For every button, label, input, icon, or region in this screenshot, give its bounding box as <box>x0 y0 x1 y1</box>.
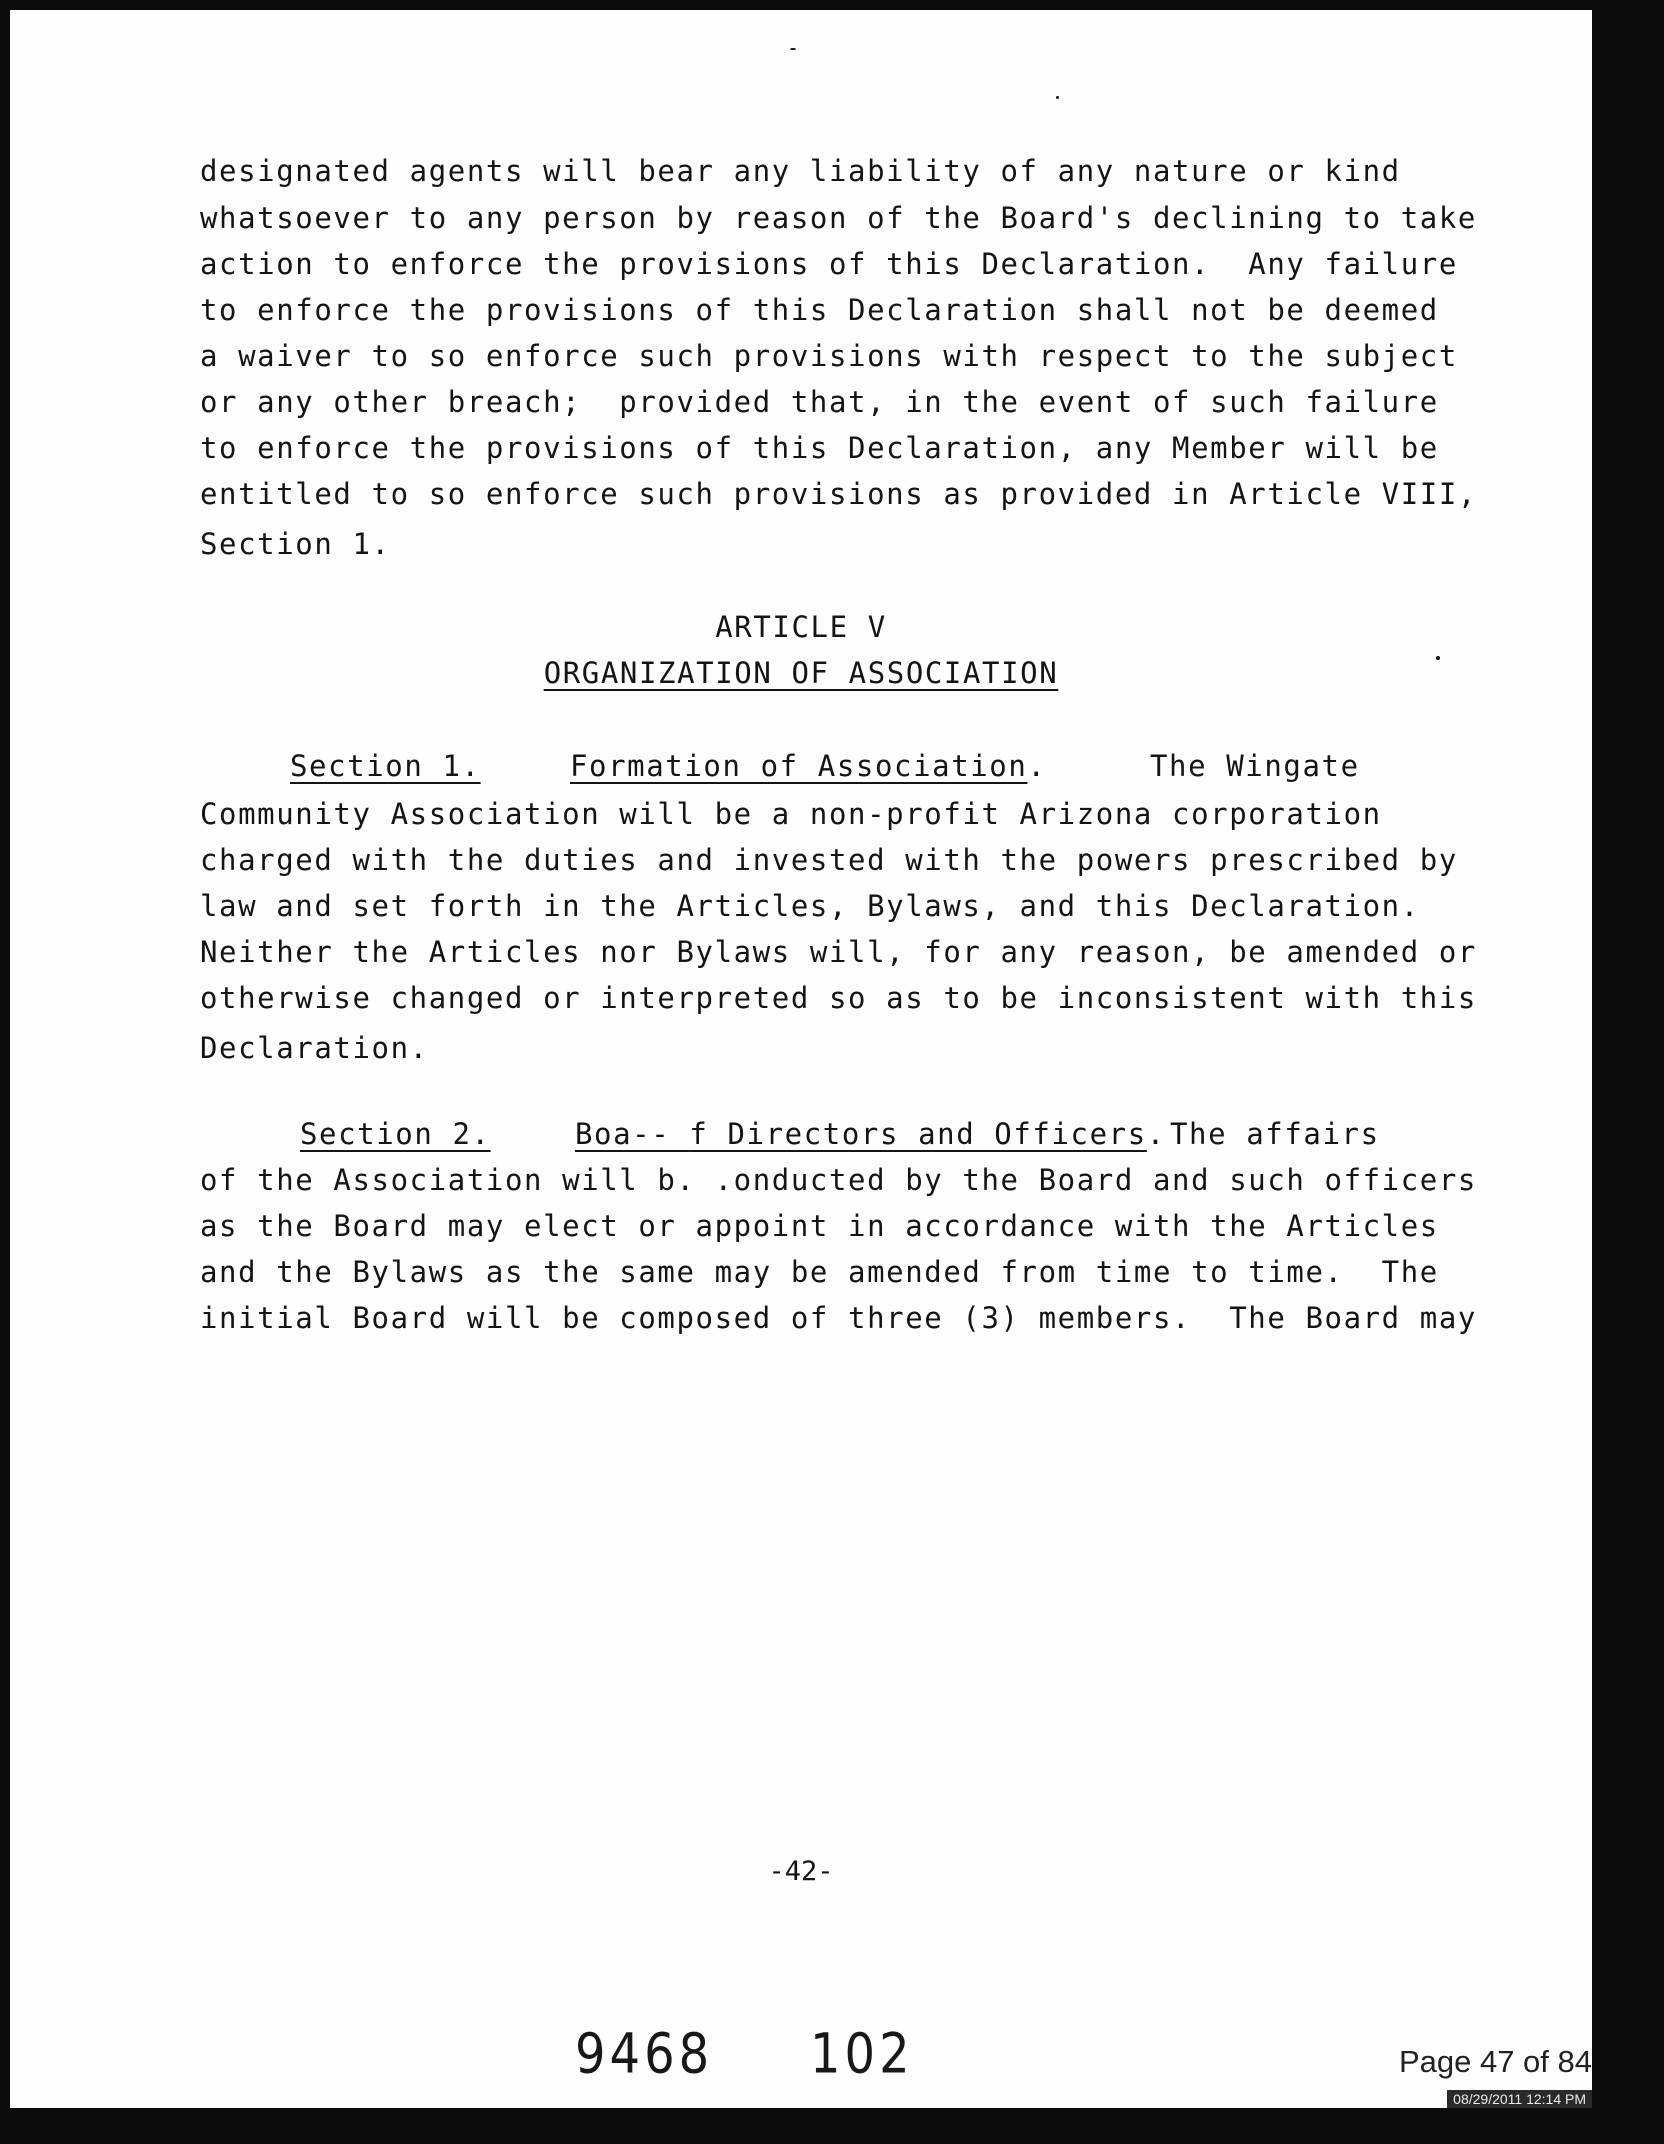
text-line: to enforce the provisions of this Declaration shall not be deemed <box>200 293 1439 327</box>
section-1-lead: The Wingate <box>1150 749 1360 783</box>
scan-speck <box>1436 656 1440 660</box>
text-line: of the Association will b. .onducted by the Board and such officers <box>200 1163 1477 1197</box>
page-of-label: Page 47 of 84 <box>1398 2044 1592 2079</box>
text-line: otherwise changed or interpreted so as to be inconsistent with this <box>200 981 1477 1015</box>
text-line: initial Board will be composed of three (3) members. The Board may <box>200 1301 1477 1335</box>
text-line: Neither the Articles nor Bylaws will, for any reason, be amended or <box>200 935 1477 969</box>
scan-edge <box>1592 0 1664 2144</box>
book-stamp-right: 102 <box>810 2021 914 2087</box>
section-2-heading: Boa-- f Directors and Officers. <box>575 1117 1166 1151</box>
section-heading-start: Boa-- <box>575 1117 690 1151</box>
book-stamp-left: 9468 <box>575 2021 714 2087</box>
text-line: Section 1. <box>200 527 391 561</box>
section-2-lead: The affairs <box>1170 1117 1380 1151</box>
text-line: Community Association will be a non-profit Arizona corporation <box>200 797 1382 831</box>
scan-speck <box>1056 96 1059 99</box>
text-line: whatsoever to any person by reason of the Board's declining to take <box>200 201 1477 235</box>
text-line: law and set forth in the Articles, Bylaws, and this Declaration. <box>200 889 1420 923</box>
section-label: Section 1. <box>290 749 481 783</box>
text-line: charged with the duties and invested with the powers prescribed by <box>200 843 1458 877</box>
text-line: action to enforce the provisions of this Declaration. Any failure <box>200 247 1458 281</box>
section-heading: f Directors and Officers <box>689 1117 1147 1151</box>
page-number: -42- <box>768 1856 834 1887</box>
section-heading: Formation of Association <box>570 749 1028 783</box>
section-1-label <box>290 748 481 784</box>
article-title: ORGANIZATION OF ASSOCIATION <box>543 656 1059 690</box>
section-1-heading: Formation of Association. <box>570 749 1047 783</box>
text-line: and the Bylaws as the same may be amended from time to time. The <box>200 1255 1439 1289</box>
section-2-label <box>300 1116 491 1152</box>
text-line: a waiver to so enforce such provisions with respect to the subject <box>200 339 1458 373</box>
text-line: or any other breach; provided that, in the event of such failure <box>200 385 1439 419</box>
text-line: designated agents will bear any liability of any nature or kind <box>200 154 1401 188</box>
text-line: entitled to so enforce such provisions as provided in Article VIII, <box>200 477 1477 511</box>
scan-datetime: 08/29/2011 12:14 PM <box>1447 2090 1592 2108</box>
text-line: Declaration. <box>200 1031 429 1065</box>
article-number: ARTICLE V <box>715 610 887 644</box>
section-label: Section 2. <box>300 1117 491 1151</box>
text-line: as the Board may elect or appoint in accordance with the Articles <box>200 1209 1439 1243</box>
text-line: to enforce the provisions of this Declaration, any Member will be <box>200 431 1439 465</box>
document-page <box>10 10 1592 2108</box>
scan-speck <box>790 48 796 50</box>
